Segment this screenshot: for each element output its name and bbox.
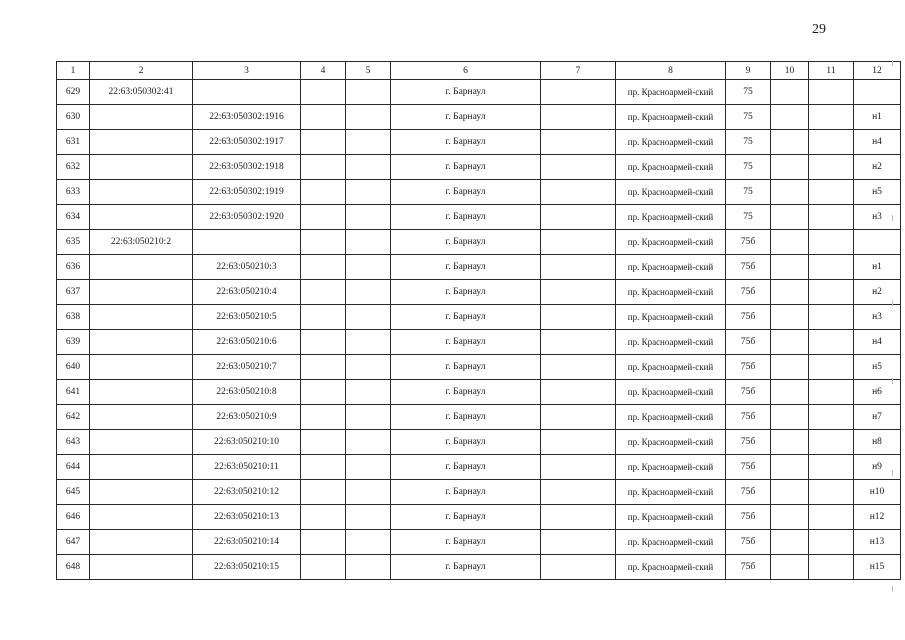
cell-col-4	[301, 180, 346, 205]
cell-col-2	[90, 505, 193, 530]
column-header-3: 3	[193, 62, 301, 80]
cell-col-9: 75	[726, 205, 771, 230]
column-header-6: 6	[391, 62, 541, 80]
cell-col-1: 637	[57, 280, 90, 305]
cell-col-1: 631	[57, 130, 90, 155]
cell-col-10	[771, 105, 809, 130]
cell-col-5	[346, 105, 391, 130]
cell-col-9: 75б	[726, 230, 771, 255]
cell-col-12: н2	[854, 280, 901, 305]
cell-col-1: 642	[57, 405, 90, 430]
cell-col-6: г. Барнаул	[391, 155, 541, 180]
cell-col-7	[541, 555, 616, 580]
cell-col-11	[809, 505, 854, 530]
cell-col-4	[301, 505, 346, 530]
cell-col-4	[301, 155, 346, 180]
cell-col-5	[346, 430, 391, 455]
cell-col-8: пр. Красноармей-ский	[616, 155, 726, 180]
cell-col-7	[541, 205, 616, 230]
cell-col-1: 633	[57, 180, 90, 205]
cell-col-5	[346, 480, 391, 505]
cell-col-10	[771, 80, 809, 105]
cell-col-10	[771, 505, 809, 530]
cell-col-4	[301, 255, 346, 280]
cell-col-3: 22:63:050210:12	[193, 480, 301, 505]
column-header-5: 5	[346, 62, 391, 80]
cell-col-4	[301, 230, 346, 255]
cell-col-4	[301, 555, 346, 580]
cell-col-12	[854, 230, 901, 255]
cell-col-10	[771, 180, 809, 205]
cell-col-7	[541, 155, 616, 180]
table-row	[57, 530, 901, 555]
cell-col-5	[346, 305, 391, 330]
table-row	[57, 80, 901, 105]
cell-col-12: н5	[854, 180, 901, 205]
cell-col-12: н3	[854, 205, 901, 230]
cell-col-11	[809, 555, 854, 580]
cell-col-1: 629	[57, 80, 90, 105]
cell-col-9: 75б	[726, 480, 771, 505]
cell-col-11	[809, 280, 854, 305]
cell-col-4	[301, 380, 346, 405]
cell-col-10	[771, 130, 809, 155]
cell-col-8: пр. Красноармей-ский	[616, 380, 726, 405]
cell-col-8: пр. Красноармей-ский	[616, 255, 726, 280]
table-row	[57, 405, 901, 430]
cell-col-12: н13	[854, 530, 901, 555]
cell-col-8: пр. Красноармей-ский	[616, 355, 726, 380]
cell-col-5	[346, 280, 391, 305]
cell-col-9: 75б	[726, 355, 771, 380]
cell-col-12: н5	[854, 355, 901, 380]
cell-col-11	[809, 80, 854, 105]
cell-col-6: г. Барнаул	[391, 205, 541, 230]
table-row	[57, 180, 901, 205]
cell-col-4	[301, 130, 346, 155]
cell-col-5	[346, 455, 391, 480]
cell-col-8: пр. Красноармей-ский	[616, 280, 726, 305]
cell-col-3: 22:63:050210:3	[193, 255, 301, 280]
cell-col-8: пр. Красноармей-ский	[616, 480, 726, 505]
cell-col-7	[541, 405, 616, 430]
cell-col-1: 643	[57, 430, 90, 455]
cell-col-5	[346, 530, 391, 555]
cell-col-5	[346, 230, 391, 255]
cell-col-11	[809, 380, 854, 405]
cell-col-9: 75б	[726, 555, 771, 580]
cell-col-2	[90, 305, 193, 330]
cell-col-2: 22:63:050210:2	[90, 230, 193, 255]
cell-col-12: н10	[854, 480, 901, 505]
cell-col-6: г. Барнаул	[391, 555, 541, 580]
cell-col-10	[771, 230, 809, 255]
cell-col-6: г. Барнаул	[391, 355, 541, 380]
cell-col-8: пр. Красноармей-ский	[616, 105, 726, 130]
cell-col-6: г. Барнаул	[391, 130, 541, 155]
cell-col-2	[90, 430, 193, 455]
cell-col-9: 75	[726, 105, 771, 130]
cell-col-2	[90, 330, 193, 355]
column-header-2: 2	[90, 62, 193, 80]
cell-col-4	[301, 405, 346, 430]
cell-col-9: 75б	[726, 530, 771, 555]
cell-col-4	[301, 280, 346, 305]
cell-col-3: 22:63:050210:7	[193, 355, 301, 380]
cell-col-11	[809, 330, 854, 355]
cell-col-8: пр. Красноармей-ский	[616, 305, 726, 330]
cell-col-12	[854, 80, 901, 105]
cell-col-2	[90, 555, 193, 580]
cell-col-6: г. Барнаул	[391, 105, 541, 130]
table-row	[57, 130, 901, 155]
cell-col-12: н8	[854, 430, 901, 455]
cell-col-12: н4	[854, 330, 901, 355]
cell-col-4	[301, 455, 346, 480]
cell-col-1: 645	[57, 480, 90, 505]
table-row	[57, 505, 901, 530]
cell-col-6: г. Барнаул	[391, 455, 541, 480]
table-row	[57, 455, 901, 480]
cell-col-7	[541, 305, 616, 330]
cell-col-3: 22:63:050302:1919	[193, 180, 301, 205]
cell-col-9: 75б	[726, 380, 771, 405]
cell-col-7	[541, 105, 616, 130]
column-header-8: 8	[616, 62, 726, 80]
cell-col-3: 22:63:050210:6	[193, 330, 301, 355]
cell-col-8: пр. Красноармей-ский	[616, 505, 726, 530]
cell-col-11	[809, 180, 854, 205]
cell-col-6: г. Барнаул	[391, 480, 541, 505]
cell-col-6: г. Барнаул	[391, 230, 541, 255]
cell-col-3: 22:63:050210:4	[193, 280, 301, 305]
cell-col-3: 22:63:050210:11	[193, 455, 301, 480]
cell-col-10	[771, 280, 809, 305]
cell-col-6: г. Барнаул	[391, 305, 541, 330]
cell-col-12: н1	[854, 105, 901, 130]
cell-col-7	[541, 230, 616, 255]
cell-col-6: г. Барнаул	[391, 380, 541, 405]
cell-col-12: н7	[854, 405, 901, 430]
cell-col-5	[346, 555, 391, 580]
cell-col-2	[90, 130, 193, 155]
cell-col-10	[771, 355, 809, 380]
cell-col-5	[346, 205, 391, 230]
cell-col-10	[771, 530, 809, 555]
cell-col-9: 75б	[726, 430, 771, 455]
cell-col-8: пр. Красноармей-ский	[616, 180, 726, 205]
cell-col-4	[301, 105, 346, 130]
cell-col-6: г. Барнаул	[391, 255, 541, 280]
cell-col-8: пр. Красноармей-ский	[616, 405, 726, 430]
cell-col-10	[771, 205, 809, 230]
cell-col-1: 648	[57, 555, 90, 580]
cell-col-2	[90, 480, 193, 505]
cell-col-9: 75б	[726, 280, 771, 305]
cell-col-9: 75б	[726, 405, 771, 430]
cell-col-6: г. Барнаул	[391, 530, 541, 555]
cell-col-2	[90, 455, 193, 480]
cell-col-9: 75	[726, 130, 771, 155]
table-row	[57, 355, 901, 380]
cell-col-1: 641	[57, 380, 90, 405]
column-header-12: 12	[854, 62, 901, 80]
cell-col-9: 75б	[726, 305, 771, 330]
cell-col-4	[301, 305, 346, 330]
table-row	[57, 255, 901, 280]
cell-col-10	[771, 380, 809, 405]
cell-col-8: пр. Красноармей-ский	[616, 205, 726, 230]
cell-col-6: г. Барнаул	[391, 430, 541, 455]
scan-edge-mark	[892, 586, 893, 592]
cell-col-3: 22:63:050210:5	[193, 305, 301, 330]
cell-col-9: 75б	[726, 255, 771, 280]
cell-col-8: пр. Красноармей-ский	[616, 530, 726, 555]
cell-col-5	[346, 80, 391, 105]
cell-col-2	[90, 105, 193, 130]
cell-col-7	[541, 255, 616, 280]
cell-col-3	[193, 80, 301, 105]
table-row	[57, 230, 901, 255]
cell-col-9: 75	[726, 180, 771, 205]
cell-col-1: 632	[57, 155, 90, 180]
table-row	[57, 305, 901, 330]
table-row	[57, 105, 901, 130]
cell-col-5	[346, 180, 391, 205]
cell-col-2	[90, 155, 193, 180]
cell-col-5	[346, 130, 391, 155]
cell-col-3: 22:63:050210:9	[193, 405, 301, 430]
cell-col-7	[541, 530, 616, 555]
cell-col-12: н2	[854, 155, 901, 180]
cell-col-5	[346, 255, 391, 280]
table-row	[57, 280, 901, 305]
cell-col-11	[809, 205, 854, 230]
cell-col-10	[771, 555, 809, 580]
cell-col-12: н9	[854, 455, 901, 480]
cell-col-5	[346, 380, 391, 405]
cell-col-5	[346, 405, 391, 430]
cell-col-10	[771, 430, 809, 455]
column-header-10: 10	[771, 62, 809, 80]
table-row	[57, 330, 901, 355]
cell-col-8: пр. Красноармей-ский	[616, 130, 726, 155]
cell-col-12: н12	[854, 505, 901, 530]
cell-col-6: г. Барнаул	[391, 505, 541, 530]
cell-col-2	[90, 205, 193, 230]
table-row	[57, 205, 901, 230]
cell-col-10	[771, 330, 809, 355]
cell-col-3	[193, 230, 301, 255]
scan-edge-mark	[892, 470, 893, 476]
cell-col-11	[809, 105, 854, 130]
cell-col-3: 22:63:050302:1918	[193, 155, 301, 180]
scan-edge-mark	[892, 300, 893, 306]
cell-col-1: 630	[57, 105, 90, 130]
cell-col-8: пр. Красноармей-ский	[616, 555, 726, 580]
cell-col-12: н4	[854, 130, 901, 155]
cell-col-4	[301, 430, 346, 455]
page-number: 29	[812, 22, 826, 37]
cell-col-5	[346, 505, 391, 530]
cell-col-2	[90, 355, 193, 380]
cell-col-2	[90, 405, 193, 430]
table-body	[57, 80, 901, 580]
cell-col-2	[90, 280, 193, 305]
cell-col-1: 638	[57, 305, 90, 330]
cell-col-9: 75	[726, 155, 771, 180]
table-row	[57, 555, 901, 580]
cell-col-11	[809, 255, 854, 280]
cell-col-6: г. Барнаул	[391, 405, 541, 430]
cell-col-10	[771, 480, 809, 505]
cell-col-4	[301, 330, 346, 355]
column-header-4: 4	[301, 62, 346, 80]
table-row	[57, 155, 901, 180]
cell-col-3: 22:63:050210:13	[193, 505, 301, 530]
column-number-row	[57, 62, 901, 80]
cell-col-4	[301, 355, 346, 380]
cell-col-11	[809, 230, 854, 255]
cell-col-7	[541, 355, 616, 380]
cell-col-3: 22:63:050210:15	[193, 555, 301, 580]
cell-col-5	[346, 155, 391, 180]
cell-col-12: н6	[854, 380, 901, 405]
cell-col-8: пр. Красноармей-ский	[616, 430, 726, 455]
cell-col-1: 647	[57, 530, 90, 555]
cell-col-8: пр. Красноармей-ский	[616, 330, 726, 355]
cell-col-9: 75б	[726, 455, 771, 480]
cell-col-1: 636	[57, 255, 90, 280]
property-register-table	[56, 61, 901, 580]
scan-edge-mark	[892, 215, 893, 221]
cell-col-3: 22:63:050210:8	[193, 380, 301, 405]
cell-col-7	[541, 280, 616, 305]
column-header-7: 7	[541, 62, 616, 80]
cell-col-5	[346, 330, 391, 355]
cell-col-2	[90, 380, 193, 405]
cell-col-10	[771, 155, 809, 180]
cell-col-12: н3	[854, 305, 901, 330]
cell-col-7	[541, 80, 616, 105]
cell-col-11	[809, 155, 854, 180]
cell-col-7	[541, 130, 616, 155]
cell-col-8: пр. Красноармей-ский	[616, 230, 726, 255]
cell-col-1: 634	[57, 205, 90, 230]
cell-col-7	[541, 430, 616, 455]
cell-col-11	[809, 405, 854, 430]
table-row	[57, 480, 901, 505]
cell-col-4	[301, 530, 346, 555]
cell-col-4	[301, 205, 346, 230]
cell-col-3: 22:63:050302:1917	[193, 130, 301, 155]
cell-col-11	[809, 305, 854, 330]
cell-col-1: 640	[57, 355, 90, 380]
cell-col-6: г. Барнаул	[391, 80, 541, 105]
cell-col-11	[809, 430, 854, 455]
cell-col-2	[90, 180, 193, 205]
cell-col-3: 22:63:050302:1916	[193, 105, 301, 130]
cell-col-11	[809, 130, 854, 155]
cell-col-11	[809, 455, 854, 480]
cell-col-12: н15	[854, 555, 901, 580]
cell-col-7	[541, 455, 616, 480]
cell-col-9: 75б	[726, 505, 771, 530]
cell-col-9: 75	[726, 80, 771, 105]
cell-col-4	[301, 480, 346, 505]
cell-col-10	[771, 255, 809, 280]
cell-col-2: 22:63:050302:41	[90, 80, 193, 105]
cell-col-8: пр. Красноармей-ский	[616, 455, 726, 480]
cell-col-6: г. Барнаул	[391, 180, 541, 205]
cell-col-11	[809, 530, 854, 555]
cell-col-9: 75б	[726, 330, 771, 355]
cell-col-3: 22:63:050302:1920	[193, 205, 301, 230]
cell-col-6: г. Барнаул	[391, 330, 541, 355]
cell-col-11	[809, 355, 854, 380]
cell-col-5	[346, 355, 391, 380]
column-header-9: 9	[726, 62, 771, 80]
cell-col-7	[541, 380, 616, 405]
cell-col-10	[771, 405, 809, 430]
cell-col-8: пр. Красноармей-ский	[616, 80, 726, 105]
cell-col-6: г. Барнаул	[391, 280, 541, 305]
table-row	[57, 380, 901, 405]
cell-col-7	[541, 180, 616, 205]
cell-col-1: 646	[57, 505, 90, 530]
cell-col-1: 639	[57, 330, 90, 355]
cell-col-2	[90, 530, 193, 555]
cell-col-10	[771, 455, 809, 480]
cell-col-7	[541, 330, 616, 355]
scan-edge-mark	[892, 378, 893, 384]
column-header-1: 1	[57, 62, 90, 80]
scan-edge-mark	[892, 60, 893, 66]
cell-col-1: 635	[57, 230, 90, 255]
cell-col-4	[301, 80, 346, 105]
cell-col-11	[809, 480, 854, 505]
cell-col-12: н1	[854, 255, 901, 280]
table-row	[57, 430, 901, 455]
cell-col-7	[541, 505, 616, 530]
cell-col-2	[90, 255, 193, 280]
cell-col-3: 22:63:050210:10	[193, 430, 301, 455]
cell-col-1: 644	[57, 455, 90, 480]
cell-col-3: 22:63:050210:14	[193, 530, 301, 555]
cell-col-10	[771, 305, 809, 330]
cell-col-7	[541, 480, 616, 505]
column-header-11: 11	[809, 62, 854, 80]
